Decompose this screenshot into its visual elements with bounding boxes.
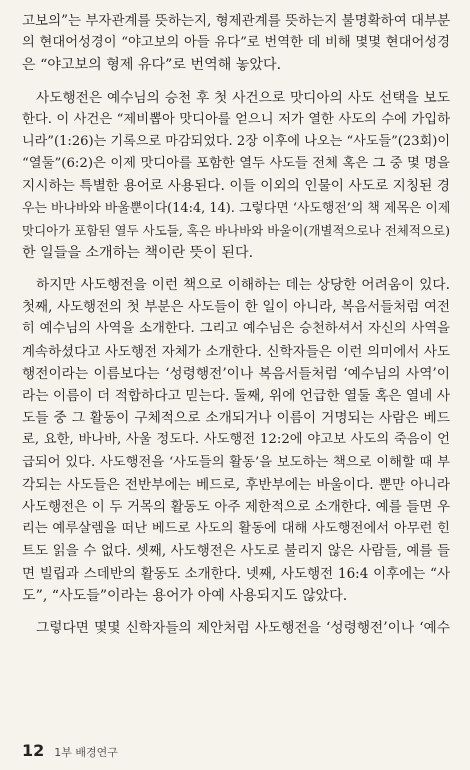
- book-page: [22, 10, 450, 649]
- text-line: 지시하는 특별한 용어로 사용된다. 이들 이외의 인물이 사도로 지칭된 경: [22, 178, 450, 195]
- text-line: 트도 읽을 수 없다. 셋째, 사도행전은 사도로 불리지 않은 사람들, 예를 들: [22, 543, 450, 560]
- text-line: 사도행전은 예수님의 승천 후 첫 사건으로 맛디아의 사도 선택을 보도: [36, 89, 450, 106]
- text-line: 맛디아가 포함된 열두 사도들, 혹은 바나바와 바울이(개별적으로나 전체적으로): [22, 222, 450, 238]
- section-label: 1부 배경연구: [54, 746, 118, 759]
- text-line: 라는 이름이 더 적합하다고 믿는다. 둘째, 위에 언급한 열둘 혹은 열네 사: [22, 388, 450, 404]
- text-line: 우는 바나바와 바울뿐이다(14:4, 14). 그렇다면 ‘사도행전’의 책 제목은 이제: [22, 200, 450, 216]
- text-line: 고보의”는 부자관계를 뜻하는지, 형제관계를 뜻하는지 불명확하여 대부분: [22, 13, 450, 29]
- text-line: 면 빌립과 스데반의 활동도 소개한다. 넷째, 사도행전 16:4 이후에는 “사: [22, 565, 450, 582]
- text-line: 도들 중 그 활동이 구체적으로 소개되거나 이름이 거명되는 사람은 베드: [22, 410, 450, 427]
- text-line: 하지만 사도행전을 이런 책으로 이해하는 데는 상당한 어려움이 있다.: [36, 277, 450, 294]
- text-line: 도”, “사도들”이라는 용어가 아예 사용되지도 않았다.: [22, 587, 348, 604]
- text-line: 리는 예루살렘을 떠난 베드로 사도의 활동에 대해 사도행전에서 아무런 힌: [22, 521, 450, 537]
- text-line: 행전이라는 이름보다는 ‘성령행전’이나 복음서들처럼 ‘예수님의 사역’이: [22, 365, 450, 382]
- text-line: 의 현대어성경이 “야고보의 아들 유다”로 번역한 데 비해 몇몇 현대어성경: [22, 35, 450, 51]
- paragraph-1: [22, 10, 450, 77]
- text-line: 니라”(1:26)는 기록으로 마감되었다. 2장 이후에 나오는 “사도들”(23회)이: [22, 133, 450, 149]
- text-line: 급되어 있다. 사도행전을 ‘사도들의 활동’을 보도하는 책으로 이해할 때 부: [22, 454, 450, 470]
- page-number: 12: [22, 741, 45, 760]
- text-line: 각되는 사도들은 전반부에는 베드로, 후반부에는 바울이다. 뿐만 아니라: [22, 476, 450, 493]
- paragraph-3: [22, 274, 450, 607]
- text-line: 첫째, 사도행전의 첫 부분은 사도들이 한 일이 아니라, 복음서들처럼 여전: [22, 299, 450, 316]
- paragraph-2: [22, 87, 450, 265]
- text-line: 그렇다면 몇몇 신학자들의 제안처럼 사도행전을 ‘성령행전’이나 ‘예수: [36, 619, 450, 636]
- text-line: 은 “야고보의 형제 유다”로 번역해 놓았다.: [22, 57, 282, 74]
- text-line: 로, 요한, 바나바, 사울 정도다. 사도행전 12:2에 야고보 사도의 죽음이 언: [22, 432, 450, 448]
- text-line: 사도행전은 이 두 거목의 활동도 아주 제한적으로 소개한다. 예를 들면 우: [22, 498, 450, 515]
- page-footer: [22, 741, 118, 760]
- text-line: 한다. 이 사건은 “제비뽑아 맛디아를 얻으니 저가 열한 사도의 수에 가입하: [22, 111, 450, 127]
- text-line: “열둘”(6:2)은 이제 맛디아를 포함한 열두 사도들 전체 혹은 그 중 몇 명을: [22, 156, 450, 172]
- text-line: 계속하셨다고 사도행전 자체가 소개한다. 신학자들은 이런 의미에서 사도: [22, 343, 450, 360]
- paragraph-4: [22, 617, 450, 639]
- text-line: 히 예수님의 사역을 소개한다. 그리고 예수님은 승천하셔서 자신의 사역을: [22, 321, 450, 337]
- text-line: 한 일들을 소개하는 책이란 뜻이 된다.: [22, 244, 254, 261]
